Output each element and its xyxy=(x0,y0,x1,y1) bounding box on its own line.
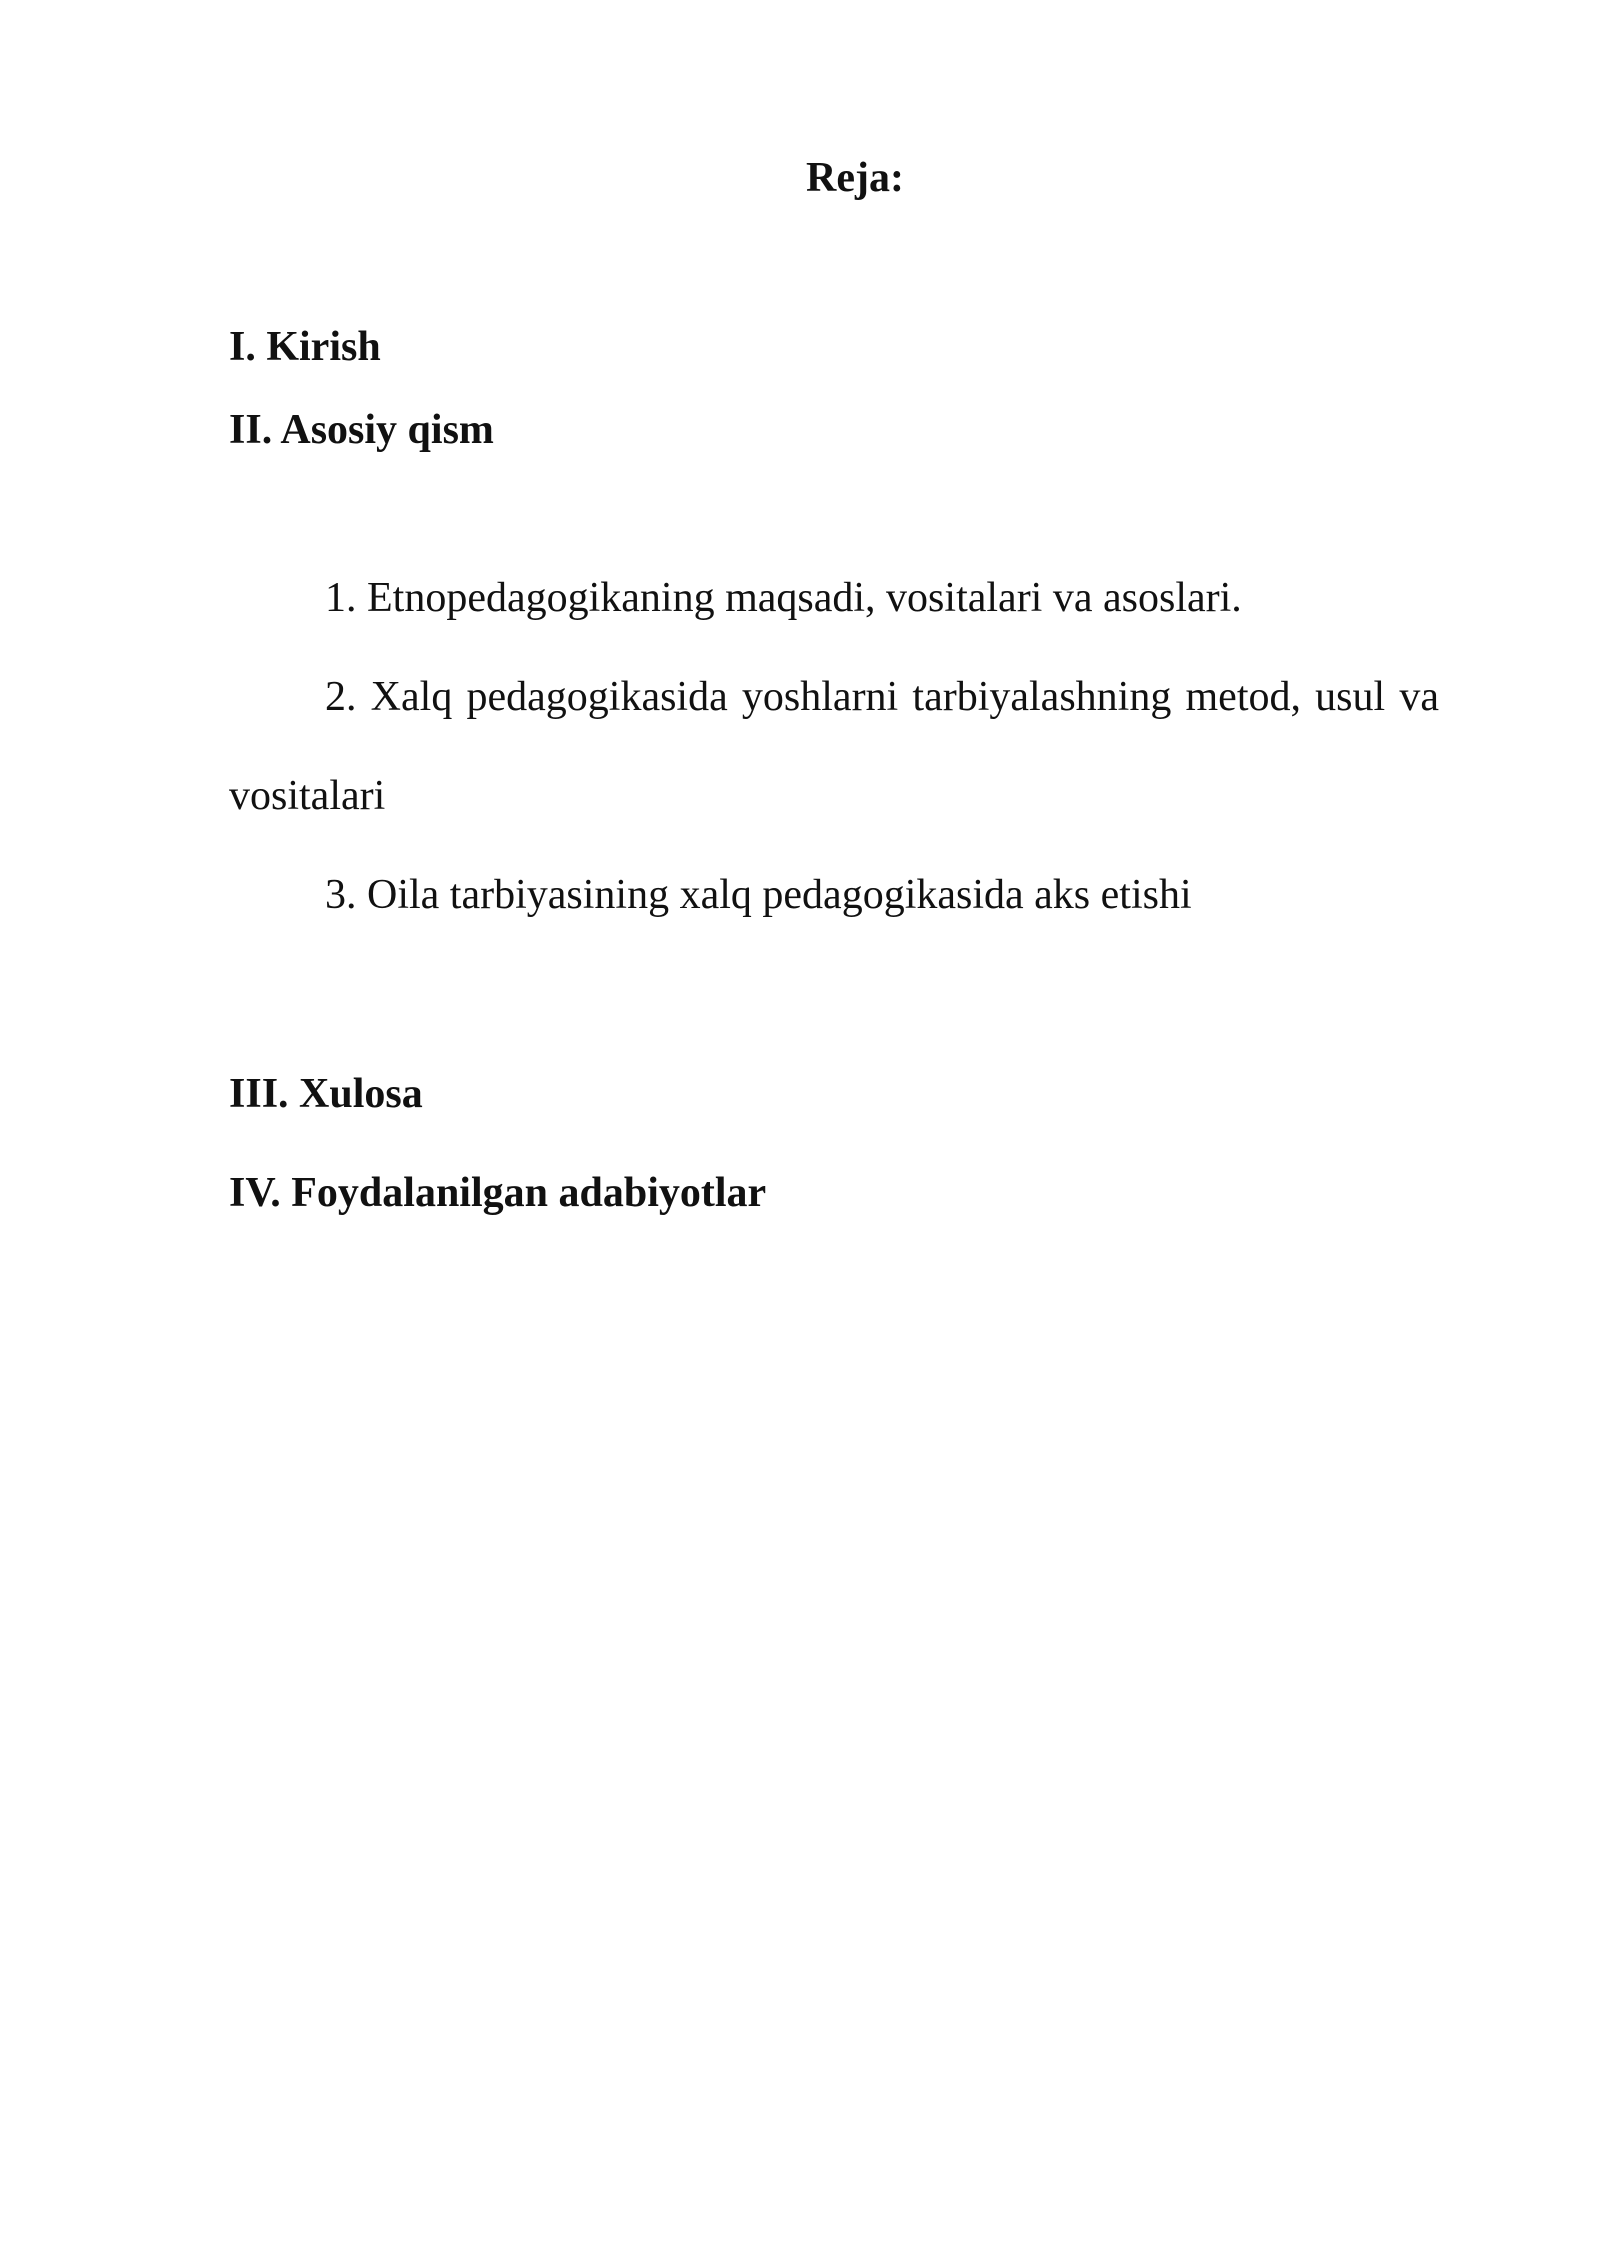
section-references: IV. Foydalanilgan adabiyotlar xyxy=(229,1170,767,1216)
plan-item-2: 2. Xalq pedagogikasida yoshlarni tarbiyalashning metod, usul va vositalari xyxy=(229,674,1439,819)
section-conclusion: III. Xulosa xyxy=(229,1071,423,1117)
plan-item-1: 1. Etnopedagogikaning maqsadi, vositalari va asoslari. xyxy=(325,575,1242,621)
plan-title: Reja: xyxy=(806,155,904,201)
section-main: II. Asosiy qism xyxy=(229,407,494,453)
section-intro: I. Kirish xyxy=(229,324,381,370)
plan-item-3: 3. Oila tarbiyasining xalq pedagogikasida aks etishi xyxy=(325,872,1192,918)
